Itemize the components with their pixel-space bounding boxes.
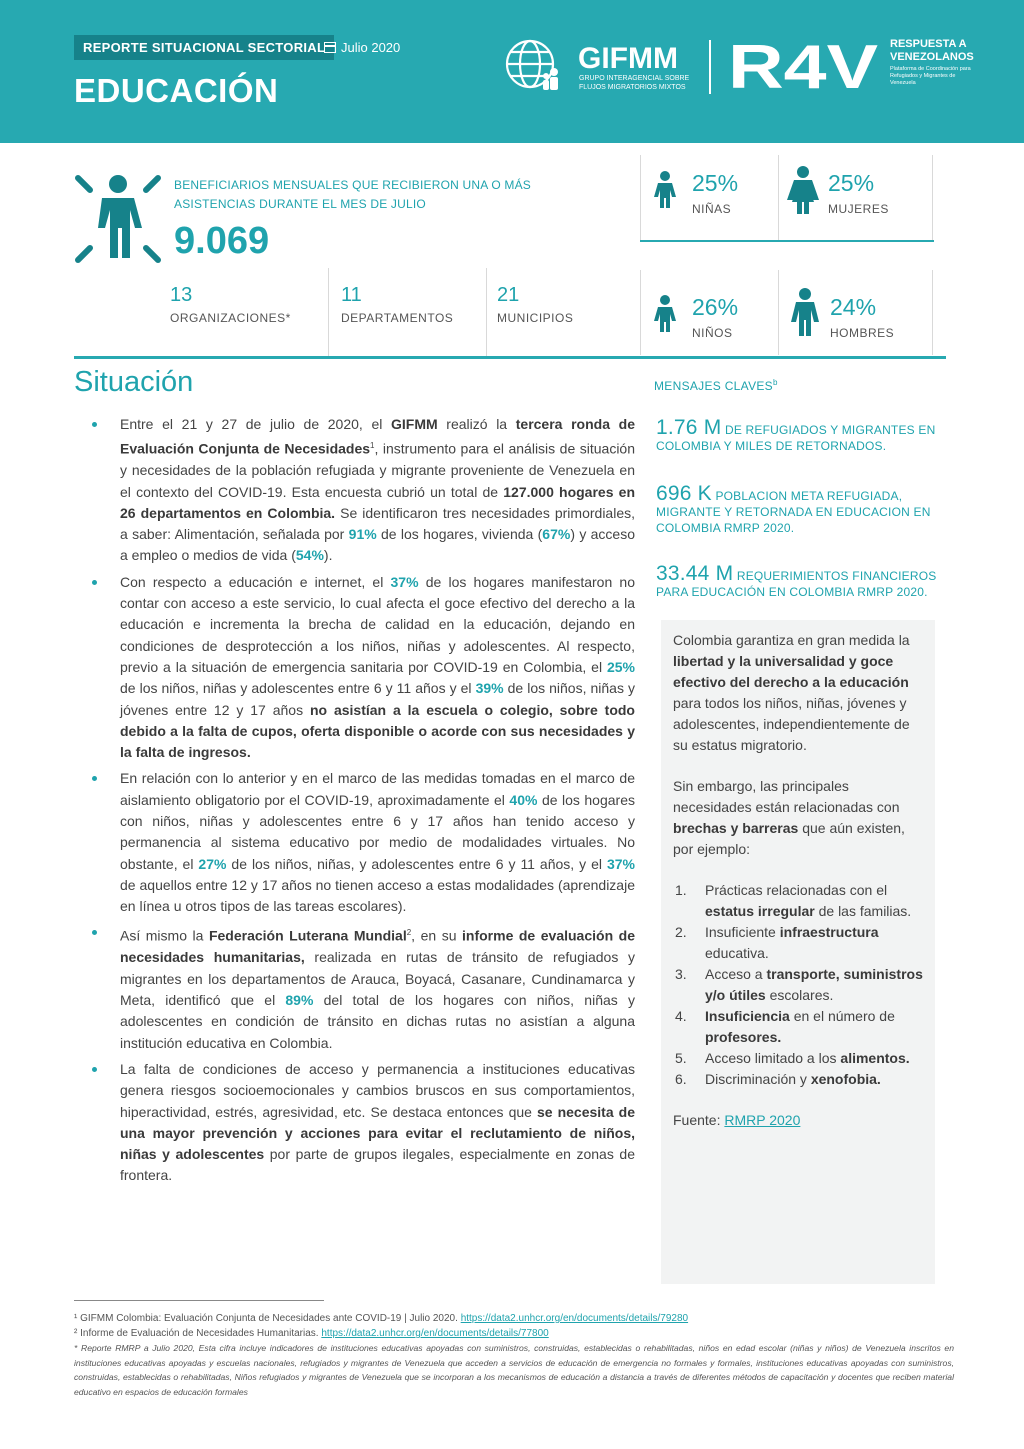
- header-banner: [0, 0, 1024, 143]
- footnote-2-link[interactable]: https://data2.unhcr.org/en/documents/details/77800: [321, 1328, 549, 1339]
- footnote-1: ¹ GIFMM Colombia: Evaluación Conjunta de Necesidades ante COVID-19 | Julio 2020. https://data2.unhcr.org/en/documents/details/79280: [74, 1313, 689, 1324]
- key-message-value: 1.76 M: [656, 416, 722, 439]
- men-stat: [782, 284, 922, 354]
- r4v-name: R4V: [728, 38, 878, 94]
- women-pct: 25%: [828, 170, 875, 196]
- divider: [640, 155, 641, 240]
- situation-bullet: Entre el 21 y 27 de julio de 2020, el GIFMM realizó la tercera ronda de Evaluación Conjunta de Necesidades$^1$, instrumento para el análisis de situación y necesidades de la población refugiada y migrante proveniente de Venezuela en el contexto del COVID-19. Esta encuesta cubrió un total de 127.000 hogares en 26 departamentos en Colombia. Se identificaron tres necesidades primordiales, a saber: Alimentación, señalada por 91% de los hogares, vivienda (67%) y acceso a empleo o medios de vida (54%).: [90, 414, 635, 567]
- info-paragraph: Sin embargo, las principales necesidades están relacionadas con brechas y barreras que aún existen, por ejemplo:: [673, 778, 905, 857]
- divider: [932, 155, 933, 240]
- divider: [640, 240, 934, 242]
- divider: [328, 268, 329, 356]
- beneficiaries-label: BENEFICIARIOS MENSUALES QUE RECIBIERON UNA O MÁS ASISTENCIAS DURANTE EL MES DE JULIO: [174, 178, 532, 211]
- list-item: 3. Acceso a transporte, suministros y/o útiles escolares.: [675, 966, 923, 1003]
- situation-bullets: [90, 414, 635, 1192]
- key-message-text: REQUERIMIENTOS FINANCIEROS PARA EDUCACIÓN EN COLOMBIA RMRP 2020.: [656, 569, 937, 599]
- page-title: EDUCACIÓN: [74, 72, 279, 109]
- boy-icon: [650, 294, 680, 334]
- person-radiating-icon: [72, 172, 164, 266]
- r4v-tagline: [890, 38, 980, 87]
- report-type-badge: REPORTE SITUACIONAL SECTORIAL: [74, 35, 334, 60]
- source-link[interactable]: RMRP 2020: [724, 1112, 801, 1128]
- divider: [486, 268, 487, 356]
- departments-label: DEPARTAMENTOS: [341, 311, 454, 325]
- women-stat: [780, 160, 920, 230]
- boys-pct: 26%: [692, 294, 739, 320]
- situation-bullet: Así mismo la Federación Luterana Mundial$^2$, en su informe de evaluación de necesidades humanitarias, realizada en rutas de tránsito de refugiados y migrantes en los departamentos de Arauca, Boyacá, Casanare, Cundinamarca y Meta, identificó que el 89% del total de los hogares con niños, niñas y adolescentes en condición de tránsito en dichas rutas no asistían a alguna institución educativa en Colombia.: [90, 922, 635, 1053]
- logo-divider: [709, 40, 711, 94]
- divider: [932, 270, 933, 355]
- men-label: HOMBRES: [830, 326, 895, 340]
- organizations-value: 13: [170, 284, 193, 306]
- source-line: [673, 1110, 923, 1131]
- info-box: [661, 620, 935, 1284]
- r4v-tagline-sub: Plataforma de Coordinación para Refugiados y Migrantes de Venezuela: [890, 66, 971, 86]
- gifmm-sub-2: FLUJOS MIGRATORIOS MIXTOS: [579, 84, 686, 91]
- beneficiaries-value: 9.069: [174, 220, 270, 262]
- list-item: 5. Acceso limitado a los alimentos.: [675, 1050, 910, 1066]
- list-item: 2. Insuficiente infraestructura educativa.: [675, 924, 879, 961]
- municipalities-value: 21: [497, 284, 520, 306]
- organizations-label: ORGANIZACIONES*: [170, 311, 291, 325]
- footnote-2: ² Informe de Evaluación de Necesidades Humanitarias. https://data2.unhcr.org/en/documents/details/77800: [74, 1328, 549, 1339]
- situation-bullet: En relación con lo anterior y en el marco de las medidas tomadas en el marco de aislamiento obligatorio por el COVID-19, aproximadamente el 40% de los hogares con niños, niñas y adolescentes entre 6 y 17 años han tenido acceso y permanencia al sistema educativo por medio de modalidades virtuales. No obstante, el 27% de los niños, niñas, y adolescentes entre 6 y 11 años, y el 37% de aquellos entre 12 y 17 años no tienen acceso a estas modalidades (aprendizaje en línea u otros tipos de las tareas escolares).: [90, 768, 635, 917]
- departments-value: 11: [341, 284, 362, 306]
- woman-icon: [786, 166, 820, 214]
- key-message-text: DE REFUGIADOS Y MIGRANTES EN COLOMBIA Y MILES DE RETORNADOS.: [656, 423, 936, 453]
- girls-label: NIÑAS: [692, 202, 732, 216]
- footnote-1-link[interactable]: https://data2.unhcr.org/en/documents/details/79280: [460, 1313, 689, 1324]
- section-divider: [74, 356, 946, 359]
- divider: [640, 270, 641, 355]
- girls-pct: 25%: [692, 170, 739, 196]
- key-message-funding: [656, 562, 941, 600]
- list-item: 4. Insuficiencia en el número de profesores.: [675, 1008, 895, 1045]
- report-date-text: Julio 2020: [341, 40, 401, 55]
- boys-label: NIÑOS: [692, 326, 733, 340]
- municipalities-label: MUNICIPIOS: [497, 311, 574, 325]
- key-message-text: POBLACION META REFUGIADA, MIGRANTE Y RETORNADA EN EDUCACION EN COLOMBIA RMRP 2020.: [656, 489, 931, 535]
- girl-icon: [650, 170, 680, 210]
- r4v-logo: [728, 38, 888, 94]
- key-message-value: 696 K: [656, 482, 712, 505]
- report-date: [324, 40, 400, 55]
- list-item: 1. Prácticas relacionadas con el estatus irregular de las familias.: [675, 882, 912, 919]
- r4v-tagline-title: RESPUESTA A VENEZOLANOS: [890, 38, 974, 63]
- situation-bullet: La falta de condiciones de acceso y permanencia a instituciones educativas genera riesgos socioemocionales y cambios bruscos en sus comportamientos, hiperactividad, estrés, agresividad, etc. Se destaca entonces que se necesita de una mayor prevención y acciones para evitar el reclutamiento de niños, niñas y adolescentes por parte de grupos ilegales, especialmente en zonas de frontera.: [90, 1059, 635, 1187]
- boys-stat: [644, 284, 784, 354]
- list-item: 6. Discriminación y xenofobia.: [675, 1071, 881, 1087]
- gifmm-logo: [502, 36, 692, 96]
- key-message-refugees: [656, 416, 941, 454]
- info-paragraph: Colombia garantiza en gran medida la libertad y la universalidad y goce efectivo del derecho a la educación para todos los niños, niñas, jóvenes y adolescentes, independientemente de su estatus migratorio.: [673, 632, 910, 753]
- key-message-target: [656, 482, 941, 536]
- men-pct: 24%: [830, 294, 877, 320]
- girls-stat: [644, 160, 784, 230]
- women-label: MUJERES: [828, 202, 889, 216]
- calendar-icon: [324, 42, 336, 53]
- gifmm-sub-1: GRUPO INTERAGENCIAL SOBRE: [579, 75, 690, 82]
- source-label: Fuente:: [673, 1112, 721, 1128]
- footnote-rule: [74, 1300, 324, 1301]
- key-messages-title: MENSAJES CLAVES$^b$: [654, 378, 778, 393]
- footnote-3: * Reporte RMRP a Julio 2020, Esta cifra incluye indicadores de instituciones educativas apoyadas con suministros, construidas, establecidas o rehabilitadas, niños en edad escolar (niñas y niños) de Venezuela inscritos en instituciones educativas apoyadas y escuelas nacionales, refugiados y migrantes de Venezuela que acceden a servicios de educación de emergencia no formales y formales, instituciones educativas apoyadas con suministros, construidas, establecidas o rehabilitadas, Niños refugiados y migrantes de Venezuela que se incorporan a los mecanismos de educación a distancia a través de diferentes métodos de capacitación y docentes que reciben material educativo en espacios de educación formales: [74, 1343, 954, 1397]
- key-message-value: 33.44 M: [656, 562, 734, 585]
- needs-list: [673, 880, 923, 1090]
- footnotes: [74, 1311, 954, 1399]
- man-icon: [788, 288, 822, 336]
- gifmm-name: GIFMM: [578, 42, 678, 75]
- situation-bullet: Con respecto a educación e internet, el 37% de los hogares manifestaron no contar con acceso a este servicio, lo cual afecta el goce efectivo del derecho a la educación e incrementa la brecha de calidad en la educación, dejando en condiciones de desprotección a los niños, niñas y adolescentes. Al respecto, previo a la situación de emergencia sanitaria por COVID-19 en Colombia, el 25% de los niños, niñas y adolescentes entre 6 y 11 años y el 39% de los niños, niñas y jóvenes entre 12 y 17 años no asistían a la escuela o colegio, sobre todo debido a la falta de cupos, oferta disponible o acorde con sus necesidades y la falta de ingresos.: [90, 572, 635, 764]
- section-title-situation: Situación: [74, 366, 194, 398]
